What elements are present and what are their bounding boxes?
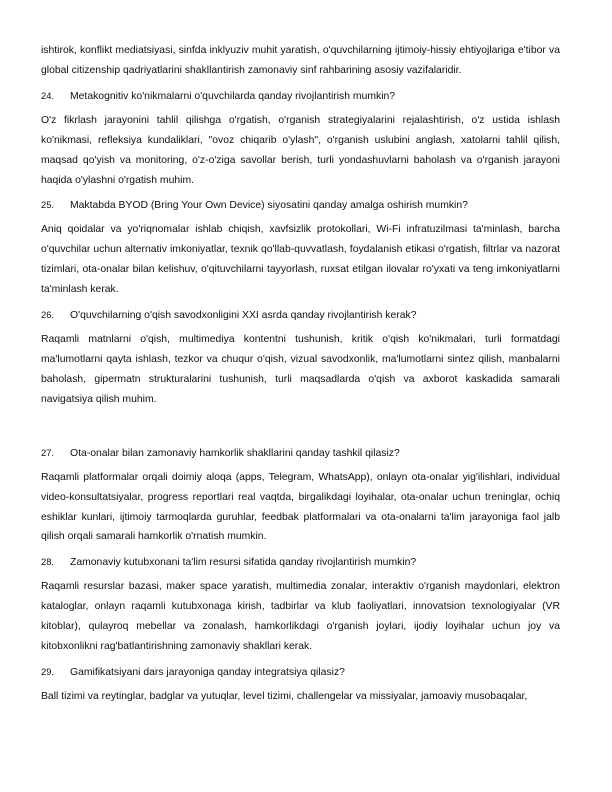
question-text: O'quvchilarning o'qish savodxonligini XXI asrda qanday rivojlantirish kerak? (70, 310, 417, 322)
answer-29: Ball tizimi va reytinglar, badglar va yutuqlar, level tizimi, challengelar va missiyalar, jamoaviy musobaqalar, (41, 690, 528, 702)
question-number: 29. (41, 665, 55, 677)
question-number: 28. (41, 556, 55, 568)
question-25 (41, 198, 560, 213)
question-number: 27. (41, 446, 55, 458)
question-text: Ota-onalar bilan zamonaviy hamkorlik shakllarini qanday tashkil qilasiz? (70, 447, 400, 459)
question-text: Maktabda BYOD (Bring Your Own Device) siyosatini qanday amalga oshirish mumkin? (70, 200, 468, 212)
answer-27: Raqamli platformalar orqali doimiy aloqa (apps, Telegram, WhatsApp), onlayn ota-onalar yig'ilishlari, individual video-konsultatsiyalar, progress reportlari real vaqtda, birgalikdagi loyihalar, ota-onalar uchun treninglar, ochiq eshiklar kunlari, ijtimoiy tarmoqlarda guruhlar, feedbak platformalari va ota-onalarni ta'lim jarayoniga faol jalb qilish orqali samarali hamkorlik o'rnatish mumkin. (41, 471, 560, 543)
answer-25: Aniq qoidalar va yo'riqnomalar ishlab chiqish, xavfsizlik protokollari, Wi-Fi infratuzilmasi ta'minlash, barcha o'quvchilar uchun alternativ imkoniyatlar, texnik qo'llab-quvvatlash, foydalanish etikasi o'rgatish, filtrlar va nazorat tizimlari, ota-onalar bilan kelishuv, o'qituvchilarni tayyorlash, ruxsat etilgan ilovalar ro'yxati va teng imkoniyatlarni ta'minlash kerak. (41, 224, 560, 296)
question-28 (41, 555, 560, 570)
question-29 (41, 665, 560, 680)
question-26 (41, 308, 560, 323)
question-text: Gamifikatsiyani dars jarayoniga qanday integratsiya qilasiz? (70, 666, 345, 678)
question-24 (41, 89, 560, 104)
question-text: Metakognitiv ko'nikmalarni o'quvchilarda qanday rivojlantirish mumkin? (70, 90, 396, 102)
question-number: 24. (41, 89, 55, 101)
paragraph-continuation: ishtirok, konflikt mediatsiyasi, sinfda inklyuziv muhit yaratish, o'quvchilarning ijtimoiy-hissiy ehtiyojlariga e'tibor va global citizenship qadriyatlarini shakllantirish zamonaviy sinf rahbarining asosiy vazifalaridir. (41, 45, 560, 76)
question-number: 25. (41, 199, 55, 211)
answer-28: Raqamli resurslar bazasi, maker space yaratish, multimedia zonalar, interaktiv o'rganish maydonlari, elektron kataloglar, onlayn raqamli kutubxonaga kirish, tadbirlar va klub faoliyatlari, innovatsion texnologiyalar (VR kitoblar), qulayroq mebellar va zonalash, hamkorlikdagi o'rganish joylari, ijodiy loyihalar uchun joy va kitobxonlikni rag'batlantirishning zamonaviy shakllari kerak. (41, 581, 560, 653)
answer-26: Raqamli matnlarni o'qish, multimediya kontentni tushunish, kritik o'qish ko'nikmalari, turli formatdagi ma'lumotlarni qayta ishlash, tezkor va chuqur o'qish, vizual savodxonlik, ma'lumotlarni sintez qilish, manbalarni baholash, gipermatn strukturalarini tushunish, turli maqsadlarda o'qish va axborot kaskadida samarali navigatsiya qilish muhim. (41, 334, 560, 405)
question-number: 26. (41, 309, 55, 321)
question-27 (41, 446, 560, 461)
question-text: Zamonaviy kutubxonani ta'lim resursi sifatida qanday rivojlantirish mumkin? (70, 557, 417, 569)
answer-24: O'z fikrlash jarayonini tahlil qilishga o'rgatish, o'rganish strategiyalarini rejalashtirish, o'z ustida ishlash ko'nikmasi, refleksiya kundaliklari, "ovoz chiqarib o'ylash", o'rganish uslubini anglash, xatolarni tahlil qilish, maqsad qo'yish va monitoring, o'z-o'ziga savollar berish, turli yondashuvlarni baholash va o'rganish jarayoni haqida o'ylashni o'rgatish muhim. (41, 114, 560, 186)
